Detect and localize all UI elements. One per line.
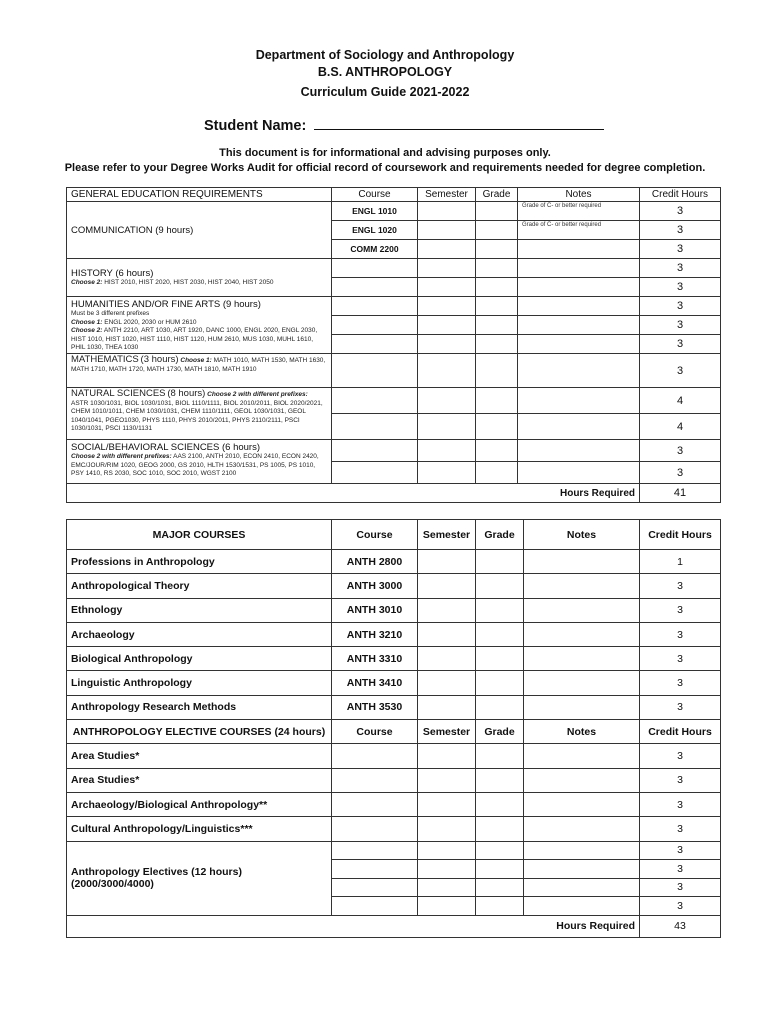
- course-cell[interactable]: [332, 462, 418, 484]
- course-cell[interactable]: [332, 354, 418, 388]
- major-col-course: Course: [332, 520, 418, 550]
- major-courses-table: [66, 519, 721, 938]
- semester-cell[interactable]: [418, 388, 476, 414]
- social-sciences-requirement: [67, 440, 332, 484]
- elective-name: Area Studies*: [67, 744, 332, 768]
- natural-sciences-hours: (8 hours): [167, 388, 206, 399]
- credit-cell: 3: [640, 744, 721, 768]
- course-cell[interactable]: [332, 792, 418, 816]
- credit-cell: 4: [640, 388, 721, 414]
- table-row: [67, 297, 721, 316]
- credit-cell: 3: [640, 878, 721, 897]
- course-cell[interactable]: [332, 841, 418, 860]
- table-row: [67, 841, 721, 860]
- credit-cell: 3: [640, 841, 721, 860]
- semester-cell[interactable]: [418, 817, 476, 841]
- degree-title: B.S. ANTHROPOLOGY: [317, 65, 453, 79]
- semester-cell[interactable]: [418, 354, 476, 388]
- course-cell: ANTH 3310: [332, 647, 418, 671]
- communication-requirement: [67, 202, 332, 259]
- credit-cell: 3: [640, 671, 721, 695]
- major-course-name: Anthropological Theory: [67, 574, 332, 598]
- notes-cell[interactable]: [524, 860, 640, 879]
- credit-cell: 4: [640, 414, 721, 440]
- course-cell[interactable]: [332, 335, 418, 354]
- notes-cell[interactable]: [518, 316, 640, 335]
- notes-cell[interactable]: [524, 622, 640, 646]
- major-hours-required-value: 43: [640, 915, 721, 937]
- math-requirement: [67, 354, 332, 388]
- course-cell[interactable]: [332, 744, 418, 768]
- humanities-choose-1: Choose 1:: [71, 318, 103, 326]
- table-row: [67, 202, 721, 221]
- grade-cell[interactable]: [476, 574, 524, 598]
- grade-cell[interactable]: [476, 440, 518, 462]
- grade-cell[interactable]: [476, 860, 524, 879]
- grade-cell[interactable]: [476, 335, 518, 354]
- elective-header-row: [67, 720, 721, 744]
- credit-cell: 3: [640, 440, 721, 462]
- math-detail: MATH 1010, MATH 1530, MATH 1630, MATH 1710, MATH 1720, MATH 1730, MATH 1810, MATH 1910: [71, 357, 326, 373]
- credit-cell: 3: [640, 768, 721, 792]
- table-row: [67, 622, 721, 646]
- major-col-courses: MAJOR COURSES: [67, 520, 332, 550]
- student-name-label: Student Name:: [204, 118, 311, 134]
- table-row: [67, 259, 721, 278]
- credit-cell: 3: [640, 574, 721, 598]
- notes-cell: Grade of C- or better required: [518, 202, 640, 221]
- course-cell: ANTH 3530: [332, 695, 418, 719]
- course-cell: ANTH 2800: [332, 550, 418, 574]
- table-row: [67, 440, 721, 462]
- table-row: [67, 647, 721, 671]
- course-cell[interactable]: [332, 878, 418, 897]
- social-sciences-detail: AAS 2100, ANTH 2010, ECON 2410, ECON 2420, EMC/JOUR/RIM 1020, GEOG 2000, GS 2010, HLTH 1530/1531, PS 1005, PS 1010, PSY 1410, RS 2030, SOC 1010, SOC 2010, WGST 2100: [71, 453, 319, 477]
- semester-cell[interactable]: [418, 671, 476, 695]
- course-cell[interactable]: [332, 388, 418, 414]
- credit-cell: 3: [640, 259, 721, 278]
- course-cell: COMM 2200: [332, 240, 418, 259]
- natural-sciences-requirement: [67, 388, 332, 440]
- notes-cell[interactable]: [518, 297, 640, 316]
- notes-cell[interactable]: [524, 897, 640, 916]
- humanities-detail-1: Must be 3 different prefixes: [71, 310, 150, 317]
- course-cell: ANTH 3410: [332, 671, 418, 695]
- semester-cell[interactable]: [418, 841, 476, 860]
- elective-col-notes: Notes: [524, 720, 640, 744]
- grade-cell[interactable]: [476, 240, 518, 259]
- communication-name: COMMUNICATION: [71, 224, 153, 236]
- grade-cell[interactable]: [476, 259, 518, 278]
- social-sciences-hours: (6 hours): [222, 442, 261, 453]
- grade-cell[interactable]: [476, 878, 524, 897]
- notes-cell[interactable]: [524, 744, 640, 768]
- semester-cell[interactable]: [418, 792, 476, 816]
- table-row: [67, 388, 721, 414]
- course-cell: ENGL 1020: [332, 221, 418, 240]
- semester-cell[interactable]: [418, 278, 476, 297]
- grade-cell[interactable]: [476, 622, 524, 646]
- student-name-field[interactable]: [204, 117, 604, 134]
- grade-cell[interactable]: [476, 354, 518, 388]
- course-cell[interactable]: [332, 278, 418, 297]
- grade-cell[interactable]: [476, 316, 518, 335]
- table-row: [67, 695, 721, 719]
- credit-cell: 3: [640, 622, 721, 646]
- credit-cell: 3: [640, 297, 721, 316]
- credit-cell: 3: [640, 316, 721, 335]
- course-cell[interactable]: [332, 440, 418, 462]
- humanities-name: HUMANITIES AND/OR FINE ARTS: [71, 299, 221, 310]
- semester-cell[interactable]: [418, 550, 476, 574]
- grade-cell[interactable]: [476, 550, 524, 574]
- ge-hours-required-row: [67, 484, 721, 503]
- notes-cell[interactable]: [518, 388, 640, 414]
- semester-cell[interactable]: [418, 440, 476, 462]
- notes-cell[interactable]: [518, 354, 640, 388]
- grade-cell[interactable]: [476, 414, 518, 440]
- disclaimer-line-2: Please refer to your Degree Works Audit for official record of coursework and requirements needed for degree completion.: [64, 162, 706, 174]
- semester-cell[interactable]: [418, 598, 476, 622]
- credit-cell: 3: [640, 695, 721, 719]
- notes-cell[interactable]: [524, 878, 640, 897]
- grade-cell[interactable]: [476, 695, 524, 719]
- major-course-name: Archaeology: [67, 622, 332, 646]
- math-hours: (3 hours): [140, 354, 179, 365]
- history-detail: HIST 2010, HIST 2020, HIST 2030, HIST 2040, HIST 2050: [104, 278, 274, 286]
- credit-cell: 3: [640, 647, 721, 671]
- credit-cell: 3: [640, 792, 721, 816]
- table-row: [67, 354, 721, 388]
- department-title: Department of Sociology and Anthropology: [255, 48, 515, 62]
- major-col-semester: Semester: [418, 520, 476, 550]
- student-name-line[interactable]: [314, 117, 604, 130]
- ge-col-notes: Notes: [518, 188, 640, 202]
- semester-cell[interactable]: [418, 647, 476, 671]
- notes-cell[interactable]: [518, 278, 640, 297]
- grade-cell[interactable]: [476, 202, 518, 221]
- natural-sciences-detail: ASTR 1030/1031, BIOL 1030/1031, BIOL 1110/1111, BIOL 2010/2011, BIOL 2020/2021, CHEM 1010/1011, CHEM 1030/1031, CHEM 1110/1111, GEOL 1030/1031, GEOL 1040/1041, PGEO1030, PHYS 1110, PHYS 2010/2011, PHYS 2110/2111, PSCI 1030/1031, PSCI 1130/1131: [71, 399, 323, 432]
- social-sciences-name: SOCIAL/BEHAVIORAL SCIENCES: [71, 442, 220, 453]
- semester-cell[interactable]: [418, 695, 476, 719]
- credit-cell: 3: [640, 240, 721, 259]
- major-header-row: [67, 520, 721, 550]
- notes-cell[interactable]: [524, 574, 640, 598]
- grade-cell[interactable]: [476, 647, 524, 671]
- ge-col-semester: Semester: [418, 188, 476, 202]
- grade-cell[interactable]: [476, 817, 524, 841]
- semester-cell[interactable]: [418, 202, 476, 221]
- elective-col-semester: Semester: [418, 720, 476, 744]
- semester-cell[interactable]: [418, 414, 476, 440]
- history-hours: (6 hours): [115, 267, 154, 279]
- course-cell[interactable]: [332, 297, 418, 316]
- table-row: [67, 671, 721, 695]
- humanities-hours: (9 hours): [222, 299, 261, 310]
- semester-cell[interactable]: [418, 878, 476, 897]
- general-education-table: [66, 187, 721, 503]
- humanities-requirement: [67, 297, 332, 354]
- notes-cell[interactable]: [524, 841, 640, 860]
- major-hours-required-row: [67, 915, 721, 937]
- social-sciences-choose: Choose 2 with different prefixes:: [71, 453, 172, 460]
- notes-cell[interactable]: [524, 768, 640, 792]
- notes-cell[interactable]: [518, 414, 640, 440]
- credit-cell: 3: [640, 202, 721, 221]
- notes-cell[interactable]: [524, 647, 640, 671]
- grade-cell[interactable]: [476, 278, 518, 297]
- credit-cell: 3: [640, 278, 721, 297]
- disclaimer-line-1: This document is for informational and advising purposes only.: [219, 147, 551, 159]
- grade-cell[interactable]: [476, 671, 524, 695]
- grade-cell[interactable]: [476, 841, 524, 860]
- notes-cell[interactable]: [518, 335, 640, 354]
- major-col-grade: Grade: [476, 520, 524, 550]
- semester-cell[interactable]: [418, 897, 476, 916]
- notes-cell[interactable]: [524, 598, 640, 622]
- notes-cell: Grade of C- or better required: [518, 221, 640, 240]
- communication-hours: (9 hours): [155, 224, 194, 236]
- semester-cell[interactable]: [418, 297, 476, 316]
- major-hours-required-label: Hours Required: [67, 915, 640, 937]
- ge-header-row: [67, 188, 721, 202]
- humanities-detail-2: ENGL 2020, 2030 or HUM 2610: [104, 318, 197, 326]
- semester-cell[interactable]: [418, 462, 476, 484]
- notes-cell[interactable]: [524, 550, 640, 574]
- notes-cell[interactable]: [518, 240, 640, 259]
- semester-cell[interactable]: [418, 744, 476, 768]
- credit-cell: 3: [640, 354, 721, 388]
- elective-col-grade: Grade: [476, 720, 524, 744]
- natural-sciences-choose: Choose 2 with different prefixes:: [207, 391, 308, 398]
- humanities-detail-3: ANTH 2210, ART 1030, ART 1920, DANC 1000, ENGL 2020, ENGL 2030, HIST 1010, HIST 1020, HIST 1110, HIST 1120, HUM 2610, MUS 1030, MUHL 1610, PHIL 1030, THEA 1030: [71, 327, 318, 351]
- credit-cell: 3: [640, 335, 721, 354]
- course-cell: ENGL 1010: [332, 202, 418, 221]
- credit-cell: 3: [640, 598, 721, 622]
- grade-cell[interactable]: [476, 297, 518, 316]
- ge-col-credit-hours: Credit Hours: [640, 188, 721, 202]
- table-row: [67, 817, 721, 841]
- grade-cell[interactable]: [476, 768, 524, 792]
- ge-col-requirements: GENERAL EDUCATION REQUIREMENTS: [67, 188, 332, 202]
- course-cell: ANTH 3210: [332, 622, 418, 646]
- ge-col-course: Course: [332, 188, 418, 202]
- credit-cell: 3: [640, 462, 721, 484]
- history-name: HISTORY: [71, 267, 113, 279]
- semester-cell[interactable]: [418, 221, 476, 240]
- notes-cell[interactable]: [524, 792, 640, 816]
- elective-name: Area Studies*: [67, 768, 332, 792]
- credit-cell: 1: [640, 550, 721, 574]
- notes-cell[interactable]: [518, 462, 640, 484]
- credit-cell: 3: [640, 897, 721, 916]
- notes-cell[interactable]: [518, 259, 640, 278]
- major-course-name: Ethnology: [67, 598, 332, 622]
- course-cell: ANTH 3010: [332, 598, 418, 622]
- grade-cell[interactable]: [476, 744, 524, 768]
- elective-col-course: Course: [332, 720, 418, 744]
- major-course-name: Professions in Anthropology: [67, 550, 332, 574]
- semester-cell[interactable]: [418, 860, 476, 879]
- guide-title: Curriculum Guide 2021-2022: [300, 85, 470, 99]
- course-cell[interactable]: [332, 316, 418, 335]
- math-choose: Choose 1:: [180, 357, 212, 364]
- credit-cell: 3: [640, 860, 721, 879]
- grade-cell[interactable]: [476, 897, 524, 916]
- semester-cell[interactable]: [418, 335, 476, 354]
- notes-cell[interactable]: [518, 440, 640, 462]
- grade-cell[interactable]: [476, 221, 518, 240]
- table-row: [67, 768, 721, 792]
- course-cell[interactable]: [332, 897, 418, 916]
- history-choose: Choose 2:: [71, 278, 103, 286]
- credit-cell: 3: [640, 221, 721, 240]
- semester-cell[interactable]: [418, 574, 476, 598]
- major-col-credit-hours: Credit Hours: [640, 520, 721, 550]
- notes-cell[interactable]: [524, 817, 640, 841]
- table-row: [67, 598, 721, 622]
- course-cell[interactable]: [332, 768, 418, 792]
- table-row: [67, 574, 721, 598]
- semester-cell[interactable]: [418, 768, 476, 792]
- semester-cell[interactable]: [418, 240, 476, 259]
- major-col-notes: Notes: [524, 520, 640, 550]
- elective-col-courses: ANTHROPOLOGY ELECTIVE COURSES (24 hours): [67, 720, 332, 744]
- natural-sciences-name: NATURAL SCIENCES: [71, 388, 166, 399]
- math-name: MATHEMATICS: [71, 354, 139, 365]
- electives-group-name: Anthropology Electives (12 hours) (2000/3000/4000): [67, 841, 332, 915]
- grade-cell[interactable]: [476, 598, 524, 622]
- humanities-choose-2: Choose 2:: [71, 327, 103, 334]
- grade-cell[interactable]: [476, 388, 518, 414]
- course-cell: ANTH 3000: [332, 574, 418, 598]
- credit-cell: 3: [640, 817, 721, 841]
- semester-cell[interactable]: [418, 622, 476, 646]
- history-requirement: [67, 259, 332, 297]
- major-course-name: Biological Anthropology: [67, 647, 332, 671]
- table-row: [67, 792, 721, 816]
- table-row: [67, 550, 721, 574]
- major-course-name: Anthropology Research Methods: [67, 695, 332, 719]
- elective-name: Cultural Anthropology/Linguistics***: [67, 817, 332, 841]
- major-course-name: Linguistic Anthropology: [67, 671, 332, 695]
- semester-cell[interactable]: [418, 316, 476, 335]
- ge-hours-required-label: Hours Required: [67, 484, 640, 503]
- table-row: [67, 744, 721, 768]
- semester-cell[interactable]: [418, 259, 476, 278]
- ge-hours-required-value: 41: [640, 484, 721, 503]
- course-cell[interactable]: [332, 414, 418, 440]
- notes-cell[interactable]: [524, 695, 640, 719]
- ge-col-grade: Grade: [476, 188, 518, 202]
- course-cell[interactable]: [332, 259, 418, 278]
- course-cell[interactable]: [332, 817, 418, 841]
- course-cell[interactable]: [332, 860, 418, 879]
- grade-cell[interactable]: [476, 462, 518, 484]
- elective-col-credit-hours: Credit Hours: [640, 720, 721, 744]
- notes-cell[interactable]: [524, 671, 640, 695]
- elective-name: Archaeology/Biological Anthropology**: [67, 792, 332, 816]
- grade-cell[interactable]: [476, 792, 524, 816]
